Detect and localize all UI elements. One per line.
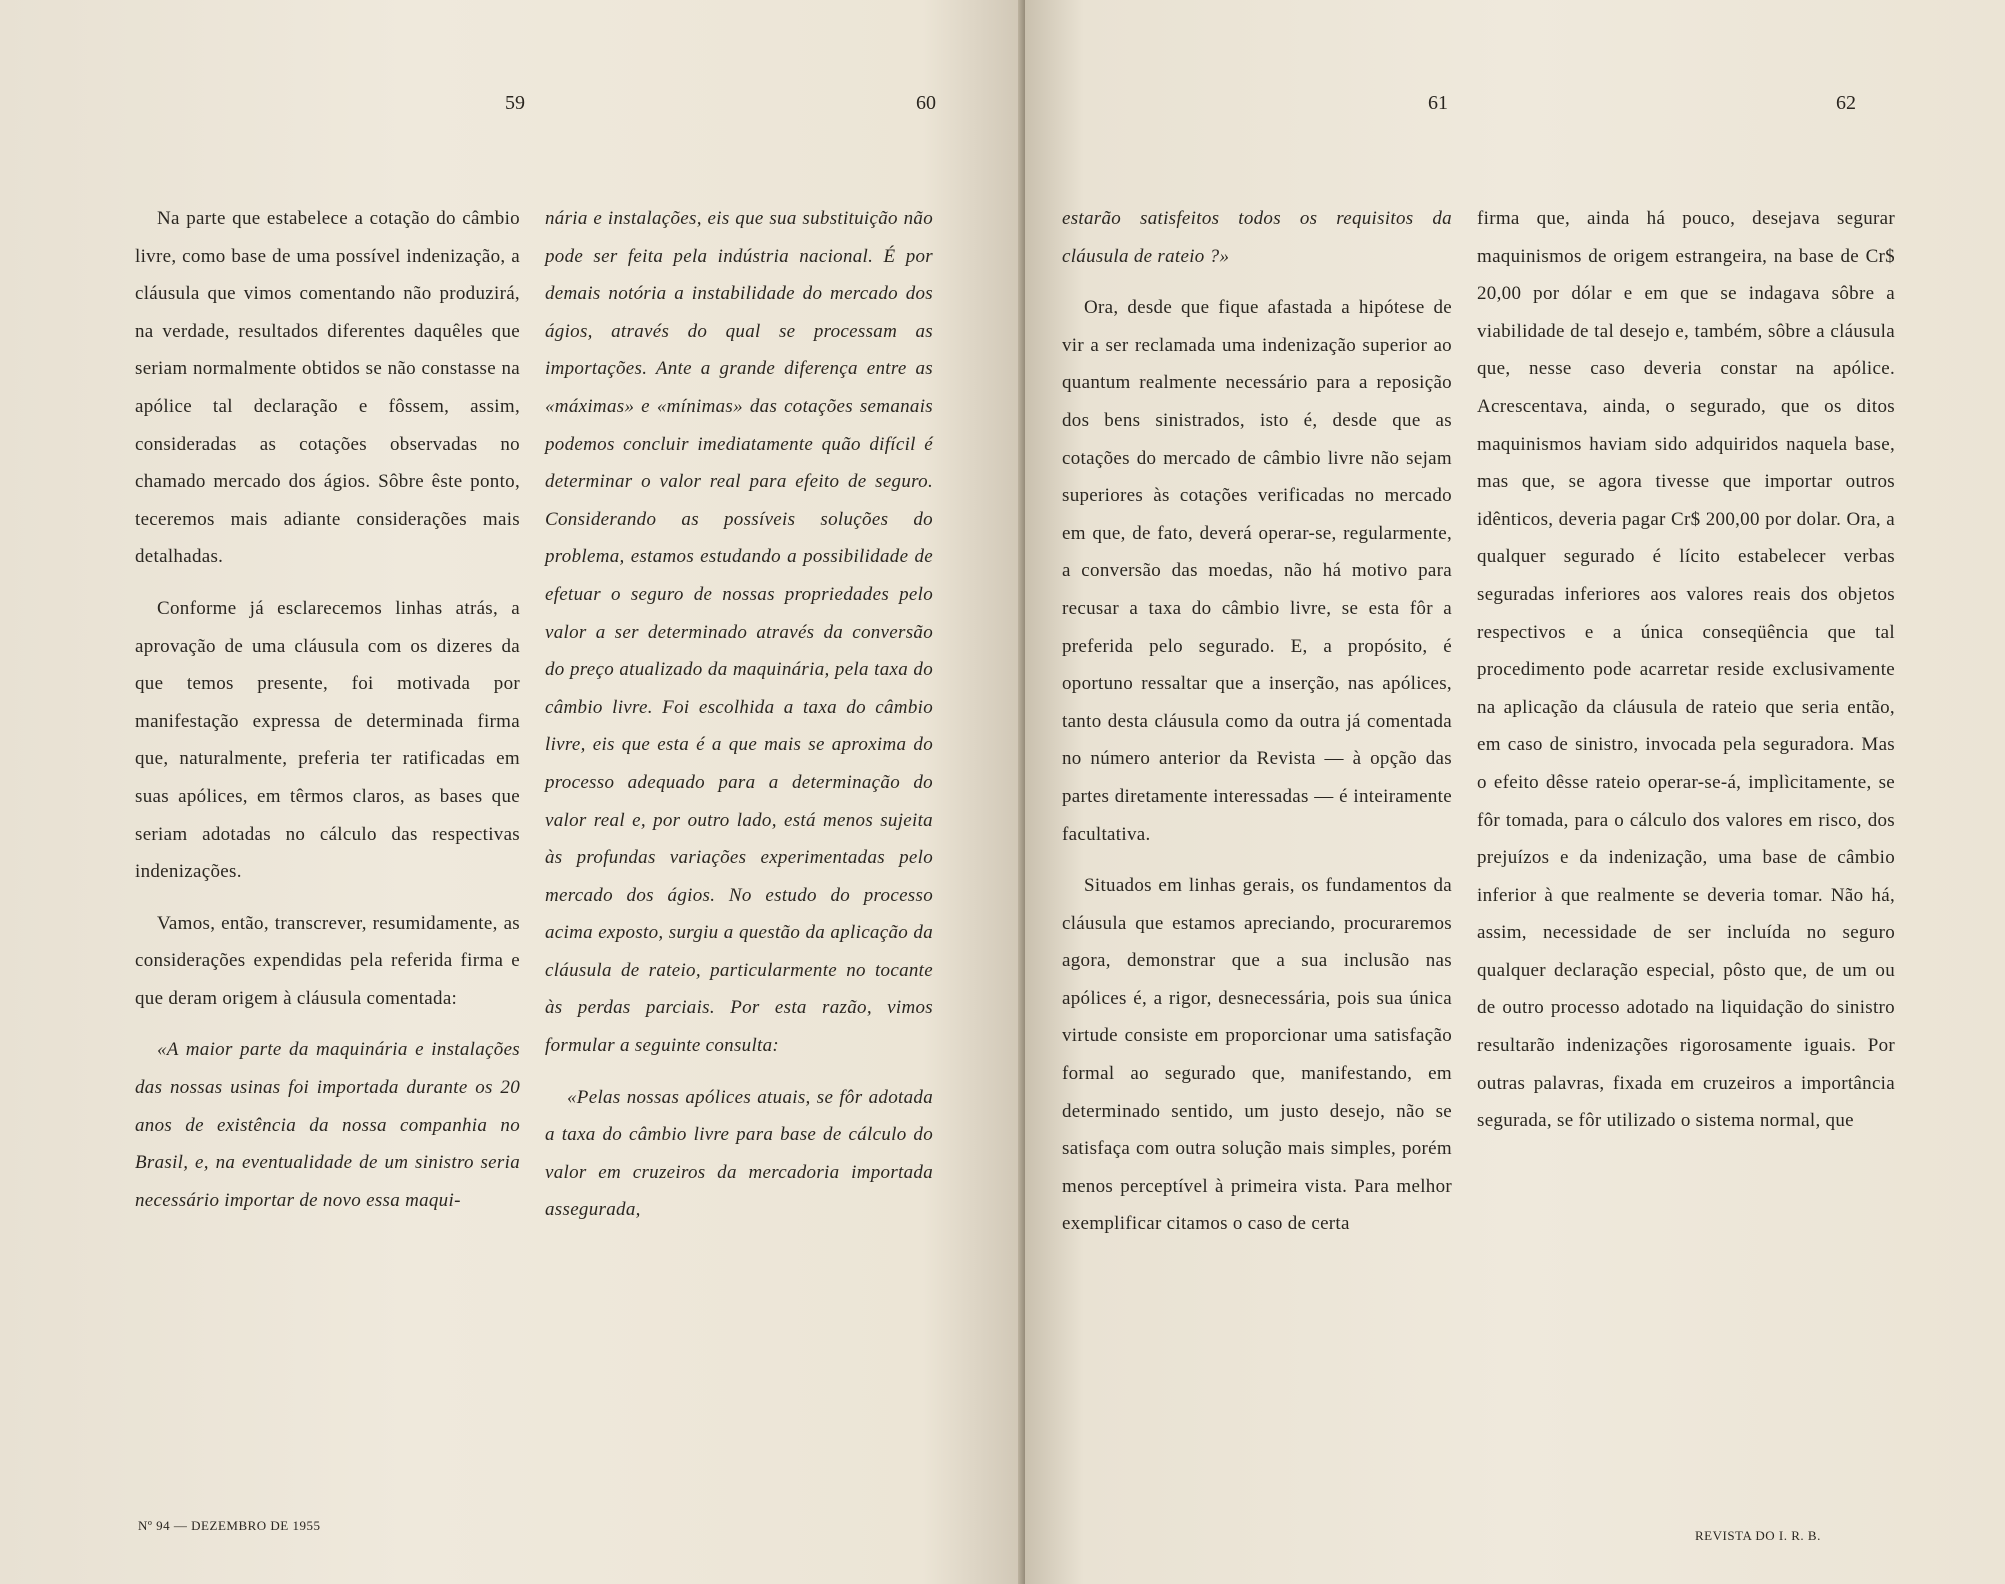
- paragraph: Conforme já esclarecemos linhas atrás, a aprovação de uma cláusula com os dizeres da que temos presente, foi motivada por manifestação expressa de determinada firma que, naturalmente, preferia ter ratificadas em suas apólices, em têrmos claros, as bases que seriam adotadas no cálculo das respectivas indenizações.: [135, 597, 520, 883]
- paragraph-quote: nária e instalações, eis que sua substituição não pode ser feita pela indústria nacional. É por demais notória a instabilidade do mercado dos ágios, através do qual se processam as importações. Ante a grande diferença entre as «máximas» e «mínimas» das cotações semanais podemos concluir imediatamente quão difícil é determinar o valor real para efeito de seguro. Considerando as possíveis soluções do problema, estamos estudando a possibilidade de efetuar o seguro de nossas propriedades pelo valor a ser determinado através da conversão do preço atualizado da maquinária, pela taxa do câmbio livre. Foi escolhida a taxa do câmbio livre, eis que esta é a que mais se aproxima do processo adequado para a determinação do valor real e, por outro lado, está menos sujeita às profundas variações experimentadas pelo mercado dos ágios. No estudo do processo acima exposto, surgiu a questão da aplicação da cláusula de rateio, particularmente no tocante às perdas parciais. Por esta razão, vimos formular a seguinte consulta:: [545, 208, 933, 1057]
- page-number-59: 59: [505, 92, 525, 114]
- paragraph: Na parte que estabelece a cotação do câmbio livre, como base de uma possível indenização, a cláusula que vimos comentando não produzirá, na verdade, resultados diferentes daquêles que seriam normalmente obtidos se não constasse na apólice tal declaração e fôssem, assim, consideradas as cotações observadas no chamado mercado dos ágios. Sôbre êste ponto, teceremos mais adiante considerações mais detalhadas.: [135, 208, 520, 568]
- column-page-62: [1477, 200, 1895, 1154]
- footer-publication: REVISTA DO I. R. B.: [1695, 1528, 1821, 1543]
- paragraph-quote: «A maior parte da maquinária e instalações das nossas usinas foi importada durante os 20 anos de existência da nossa companhia no Brasil, e, na eventualidade de um sinistro seria necessário importar de novo essa maqui-: [135, 1039, 520, 1211]
- paragraph-quote: estarão satisfeitos todos os requisitos da cláusula de rateio ?»: [1062, 208, 1452, 267]
- page-number-60: 60: [916, 92, 936, 114]
- paragraph: Ora, desde que fique afastada a hipótese de vir a ser reclamada uma indenização superior ao quantum realmente necessário para a reposição dos bens sinistrados, isto é, desde que as cotações do mercado de câmbio livre não sejam superiores às cotações verificadas no mercado em que, de fato, deverá operar-se, regularmente, a conversão das moedas, não há motivo para recusar a taxa do câmbio livre, se esta fôr a preferida pelo segurado. E, a propósito, é oportuno ressaltar que a inserção, nas apólices, tanto desta cláusula como da outra já comentada no número anterior da Revista — à opção das partes diretamente interessadas — é inteiramente facultativa.: [1062, 297, 1452, 845]
- column-page-61: [1062, 200, 1452, 1257]
- column-page-60: [545, 200, 933, 1243]
- paragraph: Situados em linhas gerais, os fundamentos da cláusula que estamos apreciando, procuraremos agora, demonstrar que a sua inclusão nas apólices é, a rigor, desnecessária, pois sua única virtude consiste em proporcionar uma satisfação formal ao segurado que, manifestando, em determinado sentido, um justo desejo, não se satisfaça com outra solução mais simples, porém menos perceptível à primeira vista. Para melhor exemplificar citamos o caso de certa: [1062, 875, 1452, 1235]
- column-page-59: [135, 200, 520, 1233]
- paragraph: firma que, ainda há pouco, desejava segurar maquinismos de origem estrangeira, na base de Cr$ 20,00 por dólar e em que se indagava sôbre a viabilidade de tal desejo e, também, sôbre a cláusula que, nesse caso deveria constar na apólice. Acrescentava, ainda, o segurado, que os ditos maquinismos haviam sido adquiridos naquela base, mas que, se agora tivesse que importar outros idênticos, deveria pagar Cr$ 200,00 por dolar. Ora, a qualquer segurado é lícito estabelecer verbas seguradas inferiores aos valores reais dos objetos respectivos e a única conseqüência que tal procedimento pode acarretar reside exclusivamente na aplicação da cláusula de rateio que seria então, em caso de sinistro, invocada pela seguradora. Mas o efeito dêsse rateio operar-se-á, implìcitamente, se fôr tomada, para o cálculo dos valores em risco, dos prejuízos e da indenização, uma base de câmbio inferior à que realmente se deveria tomar. Não há, assim, necessidade de ser incluída no seguro qualquer declaração especial, pôsto que, de um ou de outro processo adotado na liquidação do sinistro resultarão indenizações rigorosamente iguais. Por outras palavras, fixada em cruzeiros a importância segurada, se fôr utilizado o sistema normal, que: [1477, 208, 1895, 1132]
- right-page: [1025, 0, 2005, 1584]
- page-number-62: 62: [1836, 92, 1856, 114]
- paragraph: Vamos, então, transcrever, resumidamente, as considerações expendidas pela referida firma e que deram origem à cláusula comentada:: [135, 912, 520, 1009]
- footer-issue: Nº 94 — DEZEMBRO DE 1955: [138, 1518, 321, 1533]
- page-number-61: 61: [1428, 92, 1448, 114]
- paragraph-quote: «Pelas nossas apólices atuais, se fôr adotada a taxa do câmbio livre para base de cálculo do valor em cruzeiros da mercadoria importada assegurada,: [545, 1086, 933, 1221]
